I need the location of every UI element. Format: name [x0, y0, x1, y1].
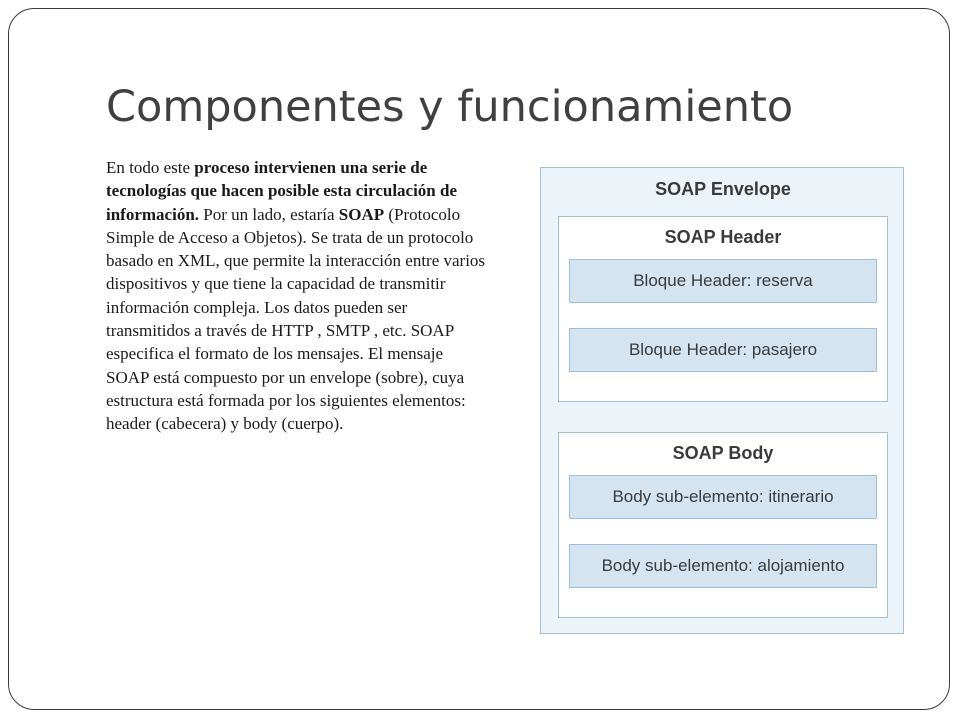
body-paragraph — [106, 156, 490, 436]
soap-header-section — [558, 216, 888, 402]
body-title: SOAP Body — [672, 443, 774, 463]
header-block-label: Bloque Header: pasajero — [628, 340, 818, 359]
paragraph-run-4: SOAP — [338, 204, 385, 224]
body-block-alojamiento — [569, 544, 877, 588]
body-block-label: Body sub-elemento: alojamiento — [601, 556, 845, 575]
paragraph-run-5: (Protocolo Simple de Acceso a Objetos). Se trata de un protocolo basado en XML, que permite la interacción entre varios dispositivos y que tiene la capacidad de transmitir información compleja. Los datos pueden ser transmitidos a través de HTTP , SMTP , etc. SOAP especifica el formato de los mensajes. El mensaje SOAP está compuesto por un envelope (sobre), cuya estructura está formada por los siguientes elementos: header (cabecera) y body (cuerpo). — [106, 204, 486, 434]
header-block-pasajero — [569, 328, 877, 372]
slide-title: Componentes y funcionamiento — [106, 82, 794, 132]
envelope-title: SOAP Envelope — [655, 179, 791, 199]
header-title: SOAP Header — [664, 227, 782, 247]
header-block-reserva — [569, 259, 877, 303]
paragraph-run-3: Por un lado, estaría — [199, 204, 339, 224]
header-block-label: Bloque Header: reserva — [633, 271, 813, 290]
soap-body-section — [558, 432, 888, 618]
body-block-itinerario — [569, 475, 877, 519]
paragraph-run-1: En todo este — [106, 158, 195, 177]
paragraph-run-2: proceso intervienen una serie de tecnologías que hacen posible esta circulación de información. — [106, 158, 458, 224]
soap-envelope — [540, 167, 904, 634]
soap-diagram — [540, 167, 904, 634]
body-block-label: Body sub-elemento: itinerario — [612, 487, 834, 506]
